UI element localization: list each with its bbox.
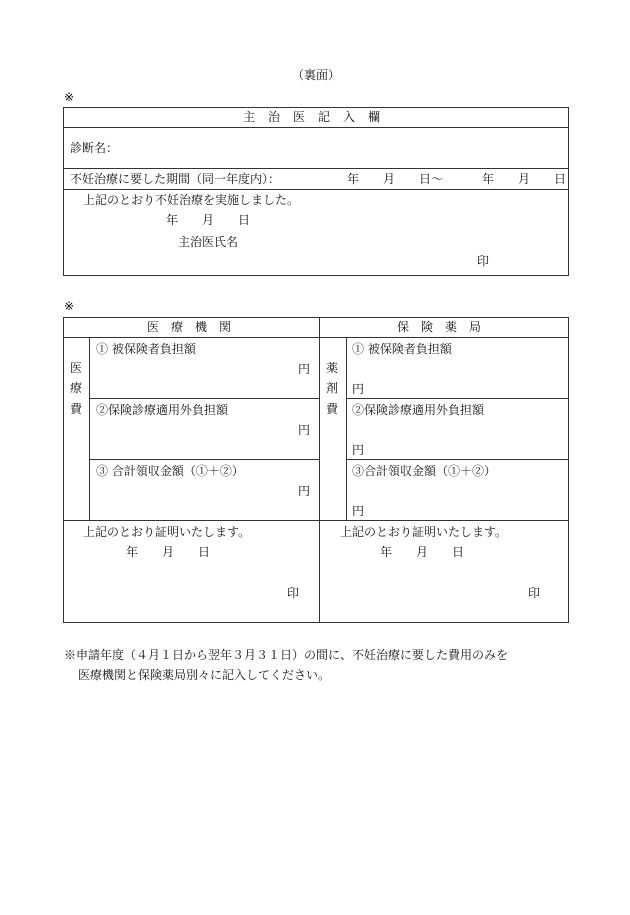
divider bbox=[89, 459, 319, 460]
divider bbox=[63, 189, 569, 190]
doctor-name-label: 主治医氏名 bbox=[178, 235, 239, 249]
column-divider bbox=[319, 317, 320, 623]
pharmacy-item-2: ②保険診療適用外負担額 bbox=[352, 403, 485, 417]
page-side-label: （裏面） bbox=[292, 68, 341, 82]
pharmacy-certify-text: 上記のとおり証明いたします。 bbox=[340, 525, 508, 539]
footnote-line-2: 医療機関と保険薬局別々に記入してください。 bbox=[78, 668, 331, 682]
pharmacy-seal: 印 bbox=[528, 586, 541, 600]
pharmacy-side-char: 薬 bbox=[326, 361, 339, 375]
pharmacy-side-char: 剤 bbox=[326, 381, 339, 395]
hospital-item-3: ③ 合計領収金額（①＋②） bbox=[96, 464, 244, 478]
pharmacy-item-1: ① 被保険者負担額 bbox=[352, 342, 452, 356]
doctor-entry-box bbox=[63, 107, 569, 276]
hospital-item-2: ②保険診療適用外負担額 bbox=[96, 403, 229, 417]
pharmacy-side-char: 費 bbox=[326, 402, 339, 416]
pharmacy-yen-3: 円 bbox=[352, 504, 365, 518]
divider bbox=[63, 168, 569, 169]
pharmacy-item-3: ③合計領収金額（①＋②） bbox=[352, 464, 497, 478]
hospital-side-char: 費 bbox=[70, 402, 83, 416]
divider bbox=[346, 398, 569, 399]
cost-section-mark: ※ bbox=[64, 299, 75, 313]
treatment-period-from: 年 月 日〜 bbox=[347, 172, 444, 186]
hospital-side-divider bbox=[89, 337, 90, 520]
pharmacy-yen-1: 円 bbox=[352, 382, 365, 396]
footnote-line-1: ※申請年度（４月１日から翌年３月３１日）の間に、不妊治療に要した費用のみを bbox=[64, 648, 509, 662]
doctor-section-title: 主 治 医 記 入 欄 bbox=[243, 110, 381, 124]
hospital-certify-text: 上記のとおり証明いたします。 bbox=[83, 525, 251, 539]
divider bbox=[63, 337, 569, 338]
doctor-seal: 印 bbox=[477, 254, 490, 268]
divider bbox=[63, 127, 569, 128]
hospital-yen-1: 円 bbox=[298, 362, 311, 376]
hospital-header: 医 療 機 関 bbox=[147, 320, 232, 334]
hospital-date: 年 月 日 bbox=[126, 545, 211, 559]
treatment-certify-text: 上記のとおり不妊治療を実施しました。 bbox=[83, 193, 300, 207]
hospital-side-char: 療 bbox=[70, 381, 83, 395]
treatment-period-to: 年 月 日 bbox=[482, 172, 567, 186]
divider bbox=[63, 520, 569, 521]
doctor-date: 年 月 日 bbox=[166, 213, 251, 227]
hospital-item-1: ① 被保険者負担額 bbox=[96, 342, 196, 356]
pharmacy-yen-2: 円 bbox=[352, 443, 365, 457]
hospital-yen-2: 円 bbox=[298, 423, 311, 437]
diagnosis-label: 診断名： bbox=[70, 141, 119, 155]
hospital-yen-3: 円 bbox=[298, 484, 311, 498]
pharmacy-header: 保 険 薬 局 bbox=[397, 320, 482, 334]
divider bbox=[89, 398, 319, 399]
hospital-side-char: 医 bbox=[70, 361, 83, 375]
hospital-seal: 印 bbox=[287, 586, 300, 600]
pharmacy-date: 年 月 日 bbox=[380, 545, 465, 559]
divider bbox=[346, 459, 569, 460]
doctor-section-mark: ※ bbox=[64, 90, 75, 104]
treatment-period-label: 不妊治療に要した期間（同一年度内）： bbox=[70, 172, 281, 186]
pharmacy-side-divider bbox=[346, 337, 347, 520]
